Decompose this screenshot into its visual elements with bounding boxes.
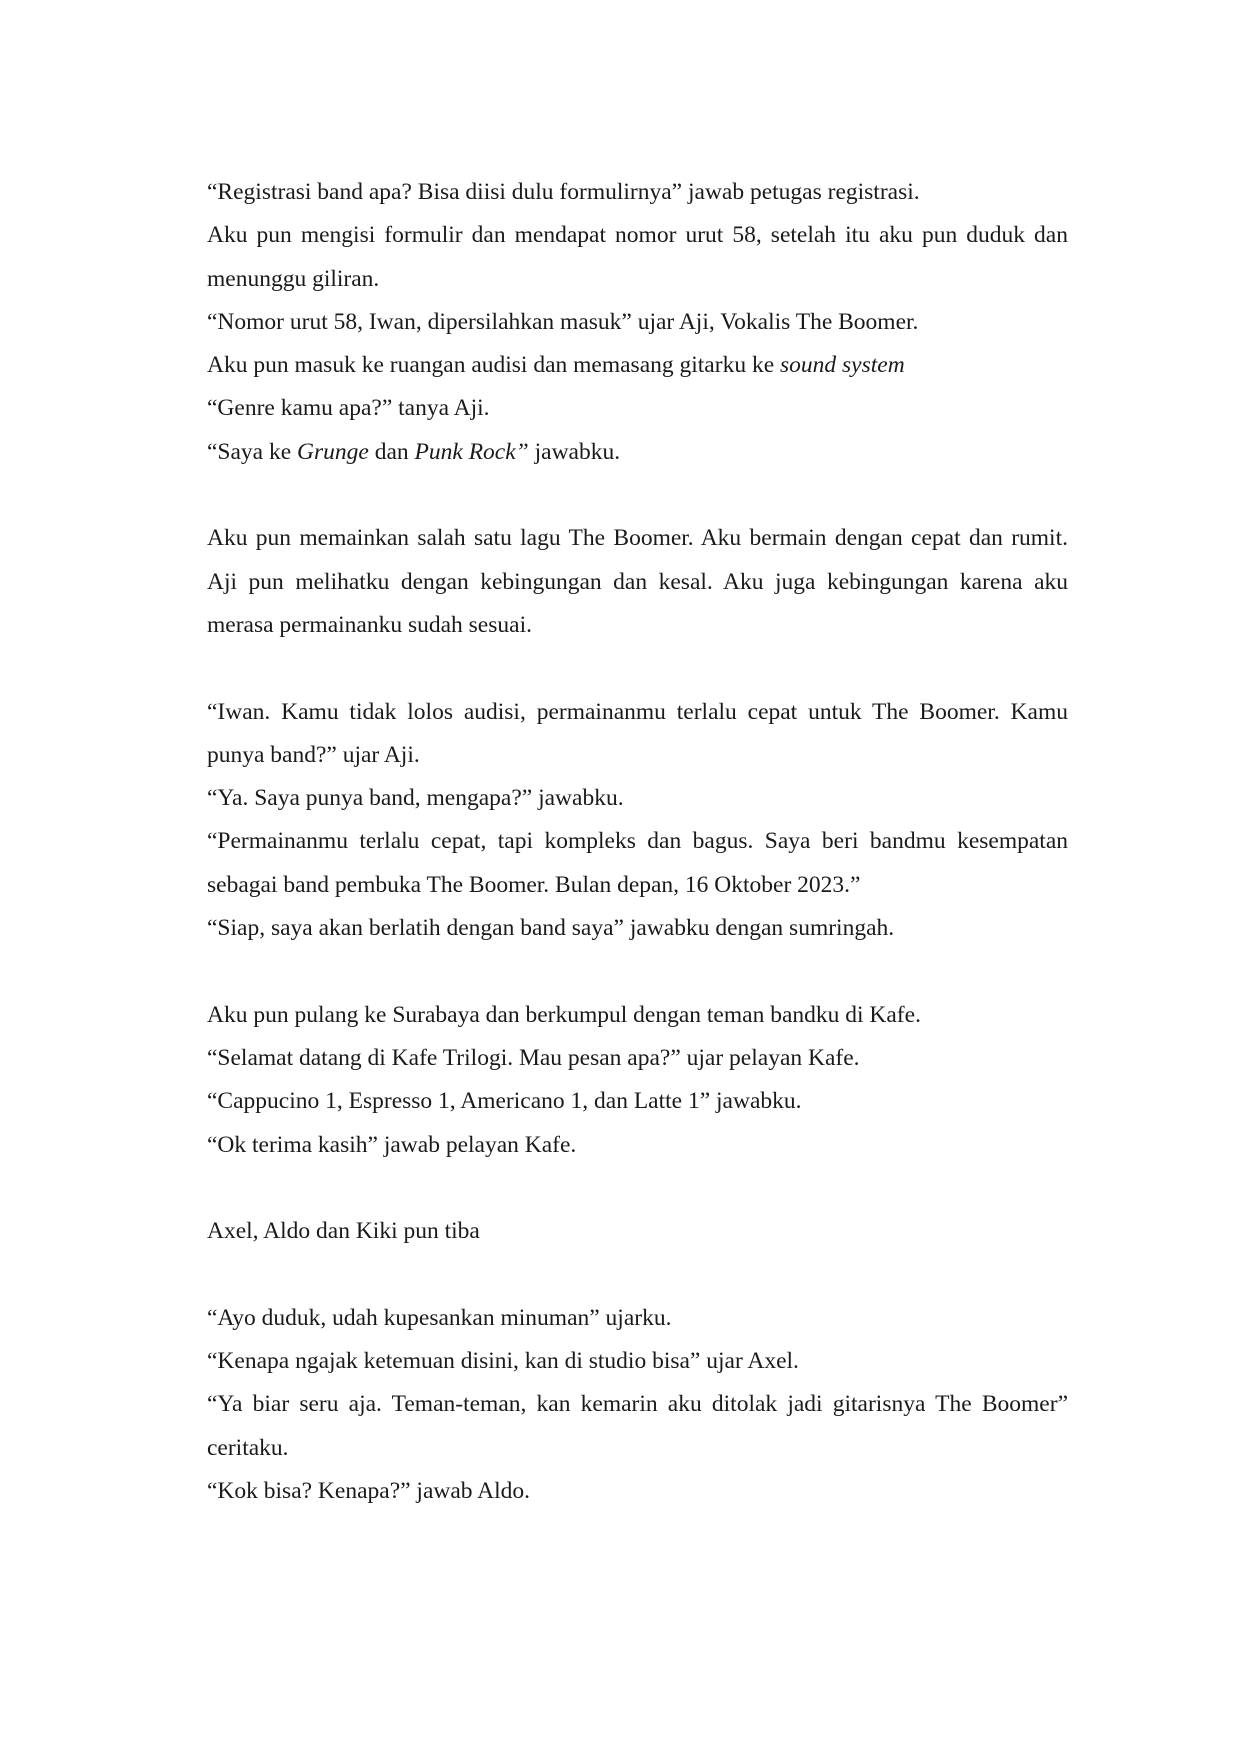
text-line: “Siap, saya akan berlatih dengan band saya” jawabku dengan sumringah.: [207, 915, 895, 942]
italic-term: Punk Rock”: [414, 438, 529, 465]
paragraph-gap: [207, 474, 1068, 517]
text-line: “Selamat datang di Kafe Trilogi. Mau pesan apa?” ujar pelayan Kafe.: [207, 1044, 860, 1071]
text-line: “Ok terima kasih” jawab pelayan Kafe.: [207, 1131, 577, 1158]
text-line: “Registrasi band apa? Bisa diisi dulu formulirnya” jawab petugas registrasi.: [207, 179, 920, 205]
text-line: “Kok bisa? Kenapa?” jawab Aldo.: [207, 1477, 530, 1504]
paragraph-gap: [207, 950, 1068, 993]
text-paragraph: “Ya biar seru aja. Teman-teman, kan kemarin aku ditolak jadi gitarisnya The Boomer” ceritaku.: [207, 1391, 1068, 1461]
document-page: [207, 171, 1068, 1513]
text-span: “Saya ke: [207, 438, 298, 465]
text-span: Aku pun masuk ke ruangan audisi dan memasang gitarku ke: [207, 352, 780, 379]
text-line: Axel, Aldo dan Kiki pun tiba: [207, 1218, 480, 1245]
paragraph-gap: [207, 1167, 1068, 1210]
text-line: “Cappucino 1, Espresso 1, Americano 1, dan Latte 1” jawabku.: [207, 1088, 802, 1115]
text-paragraph: Aku pun memainkan salah satu lagu The Boomer. Aku bermain dengan cepat dan rumit. Aji pun melihatku dengan kebingungan dan kesal. Aku juga kebingungan karena aku merasa permainanku sudah sesuai.: [207, 525, 1068, 638]
text-line: [207, 344, 1068, 387]
text-span: jawabku.: [528, 438, 621, 465]
text-paragraph: “Iwan. Kamu tidak lolos audisi, permainanmu terlalu cepat untuk The Boomer. Kamu punya band?” ujar Aji.: [207, 698, 1068, 768]
text-line: Aku pun pulang ke Surabaya dan berkumpul dengan teman bandku di Kafe.: [207, 1001, 921, 1028]
text-line: “Ya. Saya punya band, mengapa?” jawabku.: [207, 785, 624, 812]
italic-term: sound system: [780, 352, 905, 379]
paragraph-gap: [207, 647, 1068, 690]
text-line: “Genre kamu apa?” tanya Aji.: [207, 395, 490, 422]
paragraph-gap: [207, 1253, 1068, 1296]
text-line: “Ayo duduk, udah kupesankan minuman” ujarku.: [207, 1304, 672, 1331]
text-line: “Nomor urut 58, Iwan, dipersilahkan masuk” ujar Aji, Vokalis The Boomer.: [207, 308, 919, 335]
text-paragraph: “Permainanmu terlalu cepat, tapi kompleks dan bagus. Saya beri bandmu kesempatan sebagai band pembuka The Boomer. Bulan depan, 16 Oktober 2023.”: [207, 828, 1068, 898]
text-span: dan: [368, 438, 415, 465]
text-line: [207, 431, 1068, 474]
italic-term: Grunge: [297, 438, 369, 465]
text-paragraph: Aku pun mengisi formulir dan mendapat nomor urut 58, setelah itu aku pun duduk dan menunggu giliran.: [207, 222, 1068, 292]
text-line: “Kenapa ngajak ketemuan disini, kan di studio bisa” ujar Axel.: [207, 1348, 799, 1375]
